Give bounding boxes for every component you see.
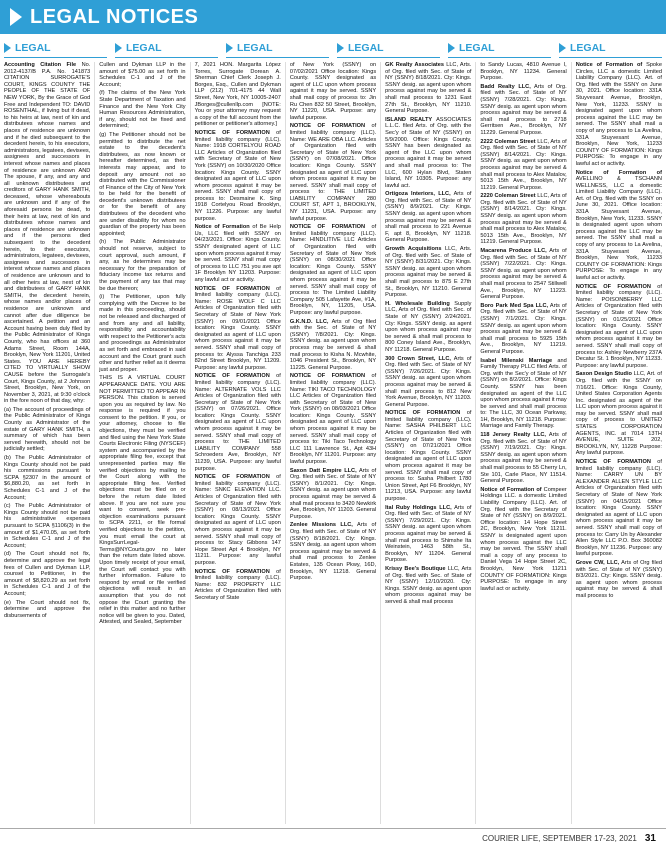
notice-column xyxy=(0,62,95,824)
legal-notice xyxy=(385,301,471,354)
notice-heading: Grove CW, LLC, xyxy=(575,559,620,566)
legal-notice xyxy=(4,455,90,501)
notice-body: (d) The Court should not fix, determine and approve the legal fees of Cullen and Dykman LLP, counsel to Petitioner, in the amount of $8,820.29 as set forth in Schedules C-1 and J of the Account; xyxy=(4,551,91,597)
notice-heading: Macarena Produce LLC, xyxy=(480,248,547,255)
notice-body: Arts of Org. filed with Sec. of State of NY (SSNY) 7/29/2021. Cty: Kings. SSNY desig. as agent upon whom process against may be served & shall mail process to Shimshe Ita Weinstein, 1463 58th St., Brooklyn, NY 11204. General Purpose. xyxy=(385,504,472,564)
notice-body: LLC, Arts of Org. filed with Sec. of State of NY (SSNY) 12/10/2020. Cty: Kings. SSNY desig. as agent upon whom process against may be served & shall mail process xyxy=(385,565,472,605)
subhead-arrow-icon xyxy=(226,43,233,53)
notice-body: (e) The Court should not fix, determine and approve the disbursements of xyxy=(4,599,91,619)
notice-column xyxy=(286,62,381,824)
legal-notice xyxy=(385,356,471,409)
legal-notice xyxy=(290,123,376,222)
subhead-arrow-icon xyxy=(4,43,11,53)
legal-notice xyxy=(480,432,566,485)
notice-body: of limited liability company (LLC). Name: HINDLITIVE LLC Articles of Organization filed with Secretary of State of New York (SSNY) on 08/30/2021 Office location: Kings County. SSNY designated as agent of LLC upon whom process against it may be served. SSNY shall mail copy of process to: The Limited Liability Company 505 Lafayette Ave, #1A, Brooklyn, NY, 11205, USA. Purpose: any lawful purpose. xyxy=(289,224,377,316)
banner-arrow-icon xyxy=(10,8,22,26)
legal-notice xyxy=(195,130,281,222)
notice-body: of limited liability company (LLC). Name: SNKC ELEVATION LLC. Articles of Organization filed with Secretary of State of New York (SSNY) on 08/13/2021 Office location: Kings County. SSNY designated as agent of LLC upon whom process against it may be served. SSNY shall mail copy of process to: Stacy Gibbons 147 Hope Street Apt 4 Brooklyn, NY 11211. Purpose: any lawful purpose. xyxy=(194,474,281,566)
notice-body: (a) The account of proceedings of the Public Administrator of Kings County as Administrator of the estate of GARY HANK SMITH, a summary of which has been served herewith, should not be judicially settled; xyxy=(4,406,91,453)
notice-heading: NOTICE OF FORMATION xyxy=(194,474,270,481)
notice-heading: NOTICE OF FORMATION xyxy=(194,129,270,136)
notice-heading: NOTICE OF FORMATION xyxy=(385,410,461,417)
column-subhead: LEGAL xyxy=(115,38,218,58)
legal-notice xyxy=(480,303,566,356)
notice-heading: NOTICE OF FORMATION xyxy=(575,459,651,466)
legal-notice xyxy=(576,560,662,600)
column-subheads xyxy=(0,38,666,58)
notice-heading: NOTICE OF FORMATION xyxy=(194,373,270,380)
notice-body: Arts of Org. filed with Sec. of State of NY (SSNY) 7/19/2021. Cty: Kings. SSNY desig. as agent upon whom process against may be served & shall mail process to 55 Cherry Ln, Ste 101, Carle Place, NY 11514. General Purpose. xyxy=(480,432,567,485)
legal-notice xyxy=(385,410,471,502)
notice-body: to Sandy Lucas, 4810 Avenue I, Brooklyn, NY 11234. General Purpose. xyxy=(480,62,567,82)
column-subhead: LEGAL xyxy=(337,38,440,58)
notice-heading: Boro Park Med Spa LLC, xyxy=(480,302,549,309)
notice-body: Arts of Org. filed with Sec. of State of NY (SSNY) 7/1/2021. Cty: Kings. SSNY desig. as agent upon whom process against may be served & shall mail process to 5925 15th Ave., Brooklyn, NY 11219. General Purpose. xyxy=(480,302,567,355)
column-subhead: LEGAL xyxy=(448,38,551,58)
notice-heading: 118 Jersey Realty LLC, xyxy=(480,432,546,439)
notice-body: of limited liability company (LLC). Name: TIKI TACO TECHNOLOGY LLC Articles of Organization filed with Secretary of State of New York (SSNY) on 08/03/2021 Office location: Kings County. SSNY designated as agent of LLC upon whom process against it may be served. SSNY shall mail copy of process to: Tiki Taco Technology LLC 111 Lawrence St., Apt 43H Brooklyn, NY 11201. Purpose: any lawful purpose. xyxy=(289,373,377,466)
legal-notice xyxy=(290,319,376,372)
notice-column xyxy=(191,62,286,824)
notice-body: Arts of Org filed with the Sec. of State of NY (SSNY) 7/8/2021. Cty: Kings. SSNY desig. as agent upon whom process may be served & shall mail process to Kisha N. Mcwhite, 1046 President St., Brooklyn, NY 11225. General Purpose. xyxy=(289,318,377,371)
notice-column xyxy=(95,62,190,824)
legal-notice xyxy=(99,62,185,88)
notice-heading: Krissy Bee's Boutique xyxy=(385,565,446,572)
notice-heading: Saxon Datt Empire LLC, xyxy=(289,467,357,474)
notice-body: Arts of Org. filed with Sec. of State of NY (SSNY) 7/22/2021. Cty: Kings. SSNY desig. as agent upon whom process against may be served & shall mail process to 2547 Stillwell Ave., Brooklyn, NY 11223. General Purpose. xyxy=(480,248,567,301)
legal-notice xyxy=(99,294,185,373)
legal-notice xyxy=(576,371,662,457)
legal-notice xyxy=(480,358,566,431)
notice-heading: 2222 Coleman Street xyxy=(480,138,536,145)
page-number: 31 xyxy=(644,832,656,844)
legal-notice xyxy=(99,90,185,130)
notice-column xyxy=(572,62,666,824)
notice-heading: GK Realty Associates xyxy=(385,62,445,68)
legal-notice xyxy=(290,468,376,521)
notice-body: of limited liability company (LLC). Name: WE ARE OBA LLC. Articles of Organization filed with Secretary of State of New York (SSNY) on 07/08/2021. Office location: Kings County. SSNY designated as agent of LLC upon whom process against it may be served. SSNY shall mail copy of process to: THE LIMITED LIABILITY COMPANY 280 COURT ST, APT 1, BROOKLYN, NY 11231, USA. Purpose: any lawful purpose. xyxy=(289,123,377,222)
notice-heading: G.K.N.D. LLC, xyxy=(289,318,329,325)
notice-heading: NOTICE OF FORMATION xyxy=(289,123,366,130)
notice-body: Supply LLC, Arts of Org. filed with Sec. of State of NY (SSNY) 2/24/2021. Cty: Kings. SSNY desig. as agent upon whom process against may be served & shall mail process to 800 Coney Island Ave., Brooklyn, NY 11218. General Purpose. xyxy=(385,300,472,353)
notice-body: and Family Therapy PLLC filed Arts. of Org. with the Sec'y of State of NY (SSNY) on 8/2/2021. Office: Kings County. SSNY has been designated as agent of the LLC upon whom process against it may be served and shall mail process to: The LLC, 30 Ocean Parkway, 1H, Brooklyn, NY 11218. Purpose: Marriage and Family Therapy. xyxy=(480,357,567,430)
subhead-arrow-icon xyxy=(448,43,455,53)
legal-notice xyxy=(385,246,471,299)
notice-body: ASSOCIATES L.L.C. filed Arts. of Org. with the Sec'y of State of NY (SSNY) on 5/9/2000. Office: Kings County. SSNY has been designated as agent of the LLC upon whom process against it may be served and shall mail process to: The LLC, 600 Hylan Blvd, Staten Island, NY 10305. Purpose: any lawful act. xyxy=(385,116,472,189)
notice-body: Spoke Circles, LLC a domestic Limited Liability Company (LLC). Art. of Org. filed with the SSNY on June 30, 2021. Office location: 331A Stuyvesant Avenue, Brooklyn, New York, 11233. SSNY is designated agent upon whom process against the LLC may be served. The SSNY shall mail a copy of any process to La Avelina, 331A Stuyvesant Avenue, Brooklyn, New York, 11233 COUNTY OF FORMATION: Kings PURPOSE: To engage in any lawful act or activity. xyxy=(575,62,662,167)
legal-notice xyxy=(480,248,566,301)
notice-body: Arts of Org filed with Sec. of State of NY (SSNY) 8/3/2021. Cty: Kings. SSNY desig. as agent upon whom process against may be served & shall mail process to xyxy=(575,559,662,599)
legal-notice xyxy=(99,375,185,626)
legal-notice xyxy=(576,284,662,370)
legal-notice xyxy=(385,117,471,190)
legal-notice xyxy=(576,62,662,168)
legal-notice xyxy=(4,551,90,597)
notice-heading: 2220 Coleman Street xyxy=(480,193,536,200)
subhead-arrow-icon xyxy=(559,43,566,53)
notice-column xyxy=(381,62,476,824)
notice-body: of limited liability company (LLC). Name: 1918 CORTELYOU ROAD LLC Articles of Organization filed with Secretary of State of New York (SSNY) on 10/30/2020 Office location: Kings County. SSNY designated as agent of LLC upon whom process against it may be served. SSNY shall mail copy of process to: Desmaine K. Sing 1918 Cortelyou Road Brooklyn, NY 11226. Purpose: any lawful purpose. xyxy=(194,129,281,222)
notice-heading: Notice of Formation xyxy=(194,224,250,231)
subhead-arrow-icon xyxy=(337,43,344,53)
notice-heading: Badd Realty LLC, xyxy=(480,83,531,90)
notice-heading: Growth Acquisitions xyxy=(385,246,442,253)
notice-body: (c) The Public Administrator of Kings County should not be paid his administrative expenses pursuant to SCPA §1106(3) in the amount of $1,470.05, as set forth in Schedules C-1 and J of the Account; xyxy=(4,503,91,549)
notice-column xyxy=(476,62,571,824)
legal-notice xyxy=(195,373,281,472)
notice-heading: NOTICE OF FORMATION xyxy=(194,568,270,575)
legal-notice xyxy=(4,600,90,620)
legal-notice xyxy=(4,503,90,549)
notice-body: Cullen and Dykman LLP in the amount of $75.00 as set forth in Schedules C-1 and J of the Account; xyxy=(99,62,186,88)
notice-body: Arts of Org. filed with Sec. of State of NY (SSNY) 7/26/2021. Cty: Kings. SSNY desig. as agent upon whom process against may be served & shall mail process to 812 New York Avenue, Brooklyn, NY 11203. General Purpose. xyxy=(385,355,472,408)
notice-heading: Ortigoza Interiors, LLC, xyxy=(385,191,451,198)
section-title: LEGAL NOTICES xyxy=(30,5,199,28)
legal-notice xyxy=(385,62,471,115)
notice-body: (h) The Public Administrator should not reserve, subject to court approval, such amount, if any, as he determines may be necessary for the preparation of fiduciary income tax returns and the payment of any tax that may be due thereon; xyxy=(99,239,186,292)
legal-notice xyxy=(290,62,376,121)
notice-heading: Notice of Formation of xyxy=(480,486,542,493)
notice-heading: NOTICE OF FORMATION xyxy=(289,224,366,231)
notice-body: of limited liability company (LLC). Name: SASHA PHILBERT LLC Articles of Organization filed with Secretary of State of New York (SSNY) on 07/21/2021 Office location: Kings County. SSNY designated as agent of LLC upon whom process against it may be served. SSNY shall mail copy of process to: Sasha Philbert 1780 Union Street, Apt F6 Brooklyn, NY 11213, USA. Purpose: any lawful purpose. xyxy=(385,410,472,502)
notice-heading: Saxon Design Studio xyxy=(575,371,632,378)
publication-line: COURIER LIFE, SEPTEMBER 17-23, 2021 xyxy=(482,833,637,843)
notice-body: LLC, Arts of Org. filed with Sec. of State of NY (SSNY) 8/14/2021. Cty: Kings. SSNY desig. as agent upon whom process against may be served & shall mail process to Alex Matalov, 5013 15th Ave., Brooklyn, NY 11219. General Purpose. xyxy=(480,193,567,246)
subhead-arrow-icon xyxy=(115,43,122,53)
notice-body: (f) The claims of the New York State Department of Taxation and Finance and the New York City Human Resources Administration, if any, should not be fixed and determined; xyxy=(99,90,186,130)
legal-notice xyxy=(4,62,90,405)
legal-notice xyxy=(480,84,566,137)
legal-notice xyxy=(290,522,376,581)
page-footer xyxy=(0,828,666,847)
notice-body: (i) The Petitioner, upon fully complying with the Decree to be made in this proceeding, should not be released and discharged of and from any and all liability, responsibility and accountability with respect to the Petitioner's acts and proceedings as Administrator as set forth and embraced in said account and the Court grant such other and further relief as it deems just and proper. xyxy=(99,294,186,373)
notice-body: THIS IS A VIRTUAL COURT APPEARANCE DATE. YOU ARE NOT PERMITTED TO APPEAR IN PERSON. This citation is served upon you as required by law. No response is required if you consent to the petition. If you, or your attorney, choose to file objections, they must be verified and filed using the New York State Courts Electronic Filing (NYSCEF) system and accompanied by the appropriate filing fee, except that unrepresented parties may file verified objections by mailing to the Court along with the appropriate filing fee. Verified objections must be filed on or before the return date listed above. If you are not sure you want to consent, seek pre-objection examinations pursuant to SCPA 2211, or file formal verified objections to the petition, you must email the court at KingsSurrLegal-Terms@NYCourts.gov no later than the return date listed above. Upon timely receipt of your email, the Court will contact you with further information. Failure to respond by email or file verified objections will result in an assumption that you do not oppose the Court granting the relief in this matter and no further notice will be given to you. Dated, Attested, and Sealed, September xyxy=(99,375,186,626)
legal-notice xyxy=(290,224,376,316)
notice-heading: Accounting Citation File xyxy=(4,62,77,68)
notice-heading: Notice of Formation of xyxy=(575,62,643,68)
notice-heading: Zenlee Missions LLC, xyxy=(289,522,353,529)
legal-notice xyxy=(195,569,281,602)
legal-notice xyxy=(195,286,281,372)
legal-notice xyxy=(576,459,662,558)
legal-notice xyxy=(99,132,185,238)
notice-body: Arts of Org. filed with Sec. of State of NY (SSNY) 8/1/2021. Cty: Kings. SSNY desig. as agent upon whom process against may be served & shall mail process to 3420 Newkirk Ave, Brooklyn, NY 11203. General Purpose. xyxy=(289,467,377,520)
notice-heading: Isabel Milenski Marriage xyxy=(480,357,553,364)
notice-body: AVELLINO & TSCHANN WELLNESS, LLC a domestic Limited Liability Company (LLC). Art. of Org. filed with the SSNY on June 30, 2021. Office location: 331A Stuyvesant Avenue, Brooklyn, New York, 11233. SSNY is designated agent upon whom process against the LLC may be served. The SSNY shall mail a copy of any process to La Avelina, 331A Stuyvesant Avenue, Brooklyn, New York, 11233 COUNTY OF FORMATION: Kings PURPOSE: To engage in any lawful act or activity. xyxy=(575,176,662,281)
notice-body: LLC, Arts. of Org. filed with Sec. of State of NY (SSNY) 8/31/2021. Cty: Kings. SSNY desig. as agent upon whom process against may be served & shall mail process to 875 E 27th St., Brooklyn, NY 11210. General Purpose. xyxy=(385,246,472,299)
notice-body: of New York (SSNY) on 07/02/2021 Office location: Kings County. SSNY designated as agent of LLC upon whom process against it may be served. SSNY shall mail copy of process to: Jin Ru Chen 832 50 Street, Brooklyn, NY 11220, USA. Purpose: any lawful purpose. xyxy=(289,62,377,121)
legal-notice xyxy=(576,170,662,282)
notice-body: (g) The Petitioner should not be permitted to distribute the net estate to the decedent's distributees, as now known or hereafter determined, as their interests may appear, and to deposit any amount not so distributed with the Commissioner of Finance of the City of New York to be held for the benefit of decedent's unknown distributees or for the benefit of any distributees of the decedent who are under disability for whom no guardian of the property has been appointed; xyxy=(99,131,186,237)
notice-heading: NOTICE OF FORMATION xyxy=(575,283,651,290)
legal-notice xyxy=(385,566,471,606)
notice-heading: NOTICE OF FORMATION xyxy=(289,373,366,380)
legal-notice xyxy=(480,139,566,192)
notice-heading: 300 Crown Street, LLC, xyxy=(385,355,451,362)
notice-body: Compeer Holdings LLC. a domestic Limited Liability Company (LLC). Art. of Org. filed with the Secretary of State of NY (SSNY) on 8/9/2021. Office location: 14 Hope Street 2C, Brooklyn, New York 11211. SSNY is designated agent upon whom process against the LLC may be served. The SSNY shall mail a copy of any process to Daniel Vega 14 Hope Street 2C, Brooklyn, New York 11211 COUNTY OF FORMATION: Kings PURPOSE: To engage in any lawful act or activity. xyxy=(480,486,567,592)
legal-notice xyxy=(290,373,376,465)
column-subhead: LEGAL xyxy=(559,38,662,58)
legal-notice xyxy=(385,505,471,564)
column-subhead: LEGAL xyxy=(226,38,329,58)
section-banner xyxy=(0,0,666,34)
notice-columns xyxy=(0,62,666,824)
column-subhead: LEGAL xyxy=(4,38,107,58)
notice-body: of limited liability company (LLC). Name: ROSE WOLF C LLC Articles of Organization filed with Secretary of State of New York (SSNY) on 09/01/2021 Office location: Kings County. SSNY designated as agent of LLC upon whom process against it may be served. SSNY shall mail copy of process to: Alyssa Tanchiga 233 82nd Street Brooklyn, NY 11209. Purpose: any lawful purpose. xyxy=(194,285,281,371)
notice-body: of limited liability company (LLC). Name: POISONBERRY LLC Articles of Organization filed with Secretary of State of New York (SSNY) on 01/25/2021 Office location: Kings County. SSNY designated as agent of LLC upon whom process against it may be served. SSNY shall mail copy of process to: Ashley Newberry 237A Decatur St. 1 Brooklyn, NY 11233. Purpose: any lawful purpose. xyxy=(575,283,662,369)
notice-heading: Ital Ruby Holdings LLC, xyxy=(385,504,452,511)
notice-body: LLC, Art. of Org. filed with the SSNY on 7/16/21. Office: Kings County, United States Corporation Agents Inc. designated as agent of the LLC upon whom process against it may be served. SSNY shall mail copy of process to UNITED STATES CORPORATION AGENTS, INC. at 7014 13TH AVENUE, SUITE 202, BROOKLYN, NY, 11228 Purpose: Any lawful purpose. xyxy=(575,371,662,457)
legal-notice xyxy=(480,62,566,82)
notice-body: Arts of Org. filed with Sec. of State of NY (SSNY) 8/18/2021. Cty: Kings. SSNY desig. as agent upon whom process against may be served & shall mail process to Zenlee Estates, 135 Ocean Pkwy, 16D, Brooklyn, NY 11218. General Purpose. xyxy=(289,522,377,582)
notice-heading: Notice of Formation of xyxy=(575,169,662,176)
notice-body: LLC, Arts. of Org. filed with Sec. of State of NY (SSNY) 8/18/2021. Cty: Kings. SSNY desig. as agent upon whom process against may be served & shall mail process to 1231 East 27th St., Brooklyn, NY 11210. General Purpose. xyxy=(385,62,472,115)
notice-heading: ISLAND REALTY xyxy=(385,116,433,123)
notice-body: of Be Help Us, LLC filed with SSNY on 04/23/2021. Office: Kings County. SSNY designated agent of LLC upon whom process against it may be served. SSNY shall mail copy of process to LLC 751 you ave apt 1F Brooklyn NY 11203. Purpose: any lawful act or activity. xyxy=(194,224,281,283)
legal-notice xyxy=(480,487,566,593)
notice-body: of limited liability company (LLC). Name: CARRY UN BY ALEXANDER ALLEN STYLE LLC Articles of Organization filed with Secretary of State of New York (SSNY) on 04/15/2021 Office location: Kings County. SSNY designated as agent of LLC upon whom process against it may be served. SSNY shall mail copy of process to: Carry Un by Alexander Allen Style LLC P.O. Box 360082 Brooklyn, NY 11236. Purpose: any lawful purpose. xyxy=(575,459,662,558)
legal-notice xyxy=(385,191,471,244)
legal-notice xyxy=(4,407,90,453)
notice-body: No. 2012-4137/B P.A. No. 141873 CITATION SURROGATE'S COURT, KINGS COUNTY THE PEOPLE OF THE STATE OF NEW YORK, By the Grace of God Free and Independent TO: DAVID ROSENTHAL, if living but if dead, to his heirs at law, next of kin and distributees whose names and places of residence are unknown and if he died subsequent to the decedent herein, to his executors, administrators, legatees, devisees, assignees and successors in interest whose names and places of residence are unknown AND The spouse, if any, and any and all unknown distributees and creditors of GARY HANK SMITH, deceased, whose whereabouts are unknown and if any of the aforesaid persons be dead, to their heirs at law, next of kin and distributees whose names and places of residence are unknown and if the persons died subsequent to the decedent herein, to their executors, administrators, legatees, devisees, assignees and successors in interest whose names and places of residence are unknown and to all other heirs at law, next of kin and distributees of GARY HANK SMITH, the decedent herein, whose names and/or places of residence are unknown and cannot after due diligence be ascertained. A petition and an Account having been duly filed by the Public Administrator of Kings County, who has offices at 360 Adams Street, Room 144A, Brooklyn, New York 11201, United States. YOU ARE HEREBY CITED TO VIRTUALLY SHOW CAUSE before the Surrogate's Court, Kings County, at 2 Johnson Street, Brooklyn, New York, on November 3, 2021, at 9:30 o'clock in the fore noon of that day, why: xyxy=(4,62,91,405)
notice-body: LLC, Arts of Org. filed with Sec. of State of NY (SSNY) 8/14/2021. Cty: Kings. SSNY desig. as agent upon whom process against may be served & shall mail process to Alex Matalov, 5013 15th Ave., Brooklyn, NY 11219. General Purpose. xyxy=(480,138,567,191)
notice-heading: H. Wholesale Building xyxy=(385,300,450,307)
legal-notice xyxy=(480,193,566,246)
legal-notice xyxy=(99,239,185,292)
legal-notice xyxy=(195,62,281,128)
notice-heading: NOTICE OF FORMATION xyxy=(194,285,270,292)
notice-body: of limited liability company (LLC). Name: 832 PROPERTY LLC Articles of Organization filed with Secretary of State xyxy=(194,568,281,601)
legal-notice xyxy=(195,224,281,283)
notice-body: Arts of Org. filed with Sec. of State of NY (SSNY) 8/9/2021. Cty: Kings. SSNY desig. as agent upon whom process against may be served & shall mail process to 221 Avenue F, apt 8, Brooklyn, NY 11218. General Purpose. xyxy=(385,191,472,244)
notice-body: (b) The Public Administrator of Kings County should not be paid his commissions pursuant to SCPA §2307 in the amount of $6,880.20, as set forth in Schedules C-1 and J of the Account; xyxy=(4,455,91,501)
notice-body: Arts of Org. filed with Sec. of State of NY (SSNY) 7/28/2021. Cty: Kings. SSNY desig. as agent upon whom process against may be served & shall mail process to 2718 Gerritsen Ave., Brooklyn, NY 11229. General Purpose. xyxy=(480,83,567,136)
notice-body: of limited liability company (LLC). Name: ALTERNATE VOLS LLC Articles of Organization filed with Secretary of State of New York (SSNY) on 07/26/2021. Office location: Kings County. SSNY designated as agent of LLC upon whom process against it may be served. SSNY shall mail copy of process to: THE LIMITED LIABILITY COMPANY 558 Schroeders Ave, Brooklyn, NY 11239, USA. Purpose: any lawful purpose. xyxy=(194,373,281,472)
notice-body: 7, 2021 HON. Margarita López Torres, Surrogate Dorean A. Sherman Chief Clerk Joseph J. Borges, Esq., Cullen and Dykman LLP (212) 701-4175 44 Wall Street, New York, NY 10005-2407 JBorges@cullenllp.com [NOTE: You or your attorney may request a copy of the full account from the petitioner or petitioner's attorney.] xyxy=(194,62,281,128)
legal-notice xyxy=(195,474,281,566)
